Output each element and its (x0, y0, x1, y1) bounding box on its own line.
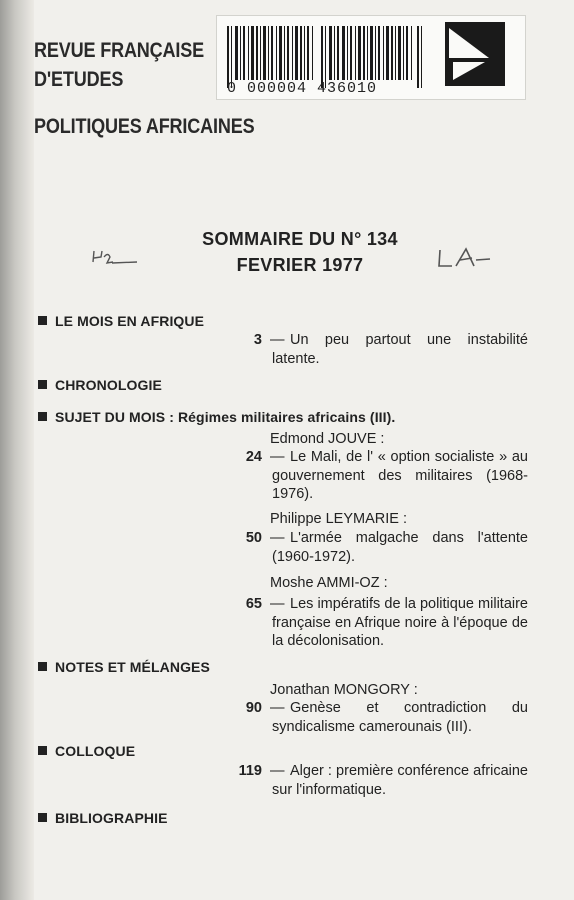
article-dash: — (270, 530, 285, 546)
article-page: 24 (245, 449, 262, 465)
summary-date: FEVRIER 1977 (236, 255, 364, 275)
summary-title: SOMMAIRE DU N° 134 (202, 229, 398, 249)
bullet-square-icon (38, 316, 47, 325)
article-title: Alger : première conférence africaine sur l'informatique. (272, 763, 528, 798)
article-author: Jonathan MONGORY : (270, 682, 418, 698)
binding-shadow (0, 0, 34, 900)
bullet-square-icon (38, 662, 47, 671)
barcode-label (216, 15, 526, 100)
handwritten-mark-right (436, 246, 492, 272)
section-notes-et-melanges: NOTES ET MÉLANGES (38, 659, 210, 675)
article-page: 65 (245, 596, 262, 612)
article-dash: — (270, 700, 285, 716)
article-title: Un peu partout une instabilité latente. (272, 332, 528, 367)
article-author: Edmond JOUVE : (270, 431, 385, 447)
publisher-logo-icon (445, 22, 505, 86)
article-title: Les impératifs de la politique militaire française en Afrique noire à l'époque de la décolonisation. (272, 596, 528, 649)
article-title: Le Mali, de l' « option socialiste » au gouvernement des militaires (1968-1976). (272, 449, 528, 502)
article-dash: — (270, 596, 285, 612)
article-title: Genèse et contradiction du syndicalisme camerounais (III). (272, 700, 528, 735)
masthead-line-1: REVUE FRANÇAISE (34, 39, 205, 62)
article-page: 119 (238, 763, 262, 779)
bullet-square-icon (38, 813, 47, 822)
summary-header (140, 226, 460, 278)
article-page: 50 (245, 530, 262, 546)
article-title: L'armée malgache dans l'attente (1960-1972). (272, 530, 528, 565)
handwritten-mark-left (90, 248, 140, 270)
article-author: Moshe AMMI-OZ : (270, 575, 388, 591)
bullet-square-icon (38, 412, 47, 421)
article-page: 3 (253, 332, 262, 348)
bullet-square-icon (38, 746, 47, 755)
masthead-line-2: D'ETUDES (34, 68, 124, 91)
masthead-line-3: POLITIQUES AFRICAINES (34, 115, 255, 138)
section-le-mois-en-afrique: LE MOIS EN AFRIQUE (38, 313, 204, 329)
barcode-icon (227, 26, 425, 88)
article-dash: — (270, 449, 285, 465)
bullet-square-icon (38, 380, 47, 389)
section-chronologie: CHRONOLOGIE (38, 377, 162, 393)
section-sujet-du-mois: SUJET DU MOIS : Régimes militaires africains (III). (38, 409, 395, 425)
section-bibliographie: BIBLIOGRAPHIE (38, 810, 168, 826)
barcode-digits: 0 000004 436010 (227, 80, 378, 97)
article-page: 90 (245, 700, 262, 716)
article-dash: — (270, 763, 285, 779)
section-colloque: COLLOQUE (38, 743, 135, 759)
article-dash: — (270, 332, 285, 348)
article-author: Philippe LEYMARIE : (270, 511, 408, 527)
